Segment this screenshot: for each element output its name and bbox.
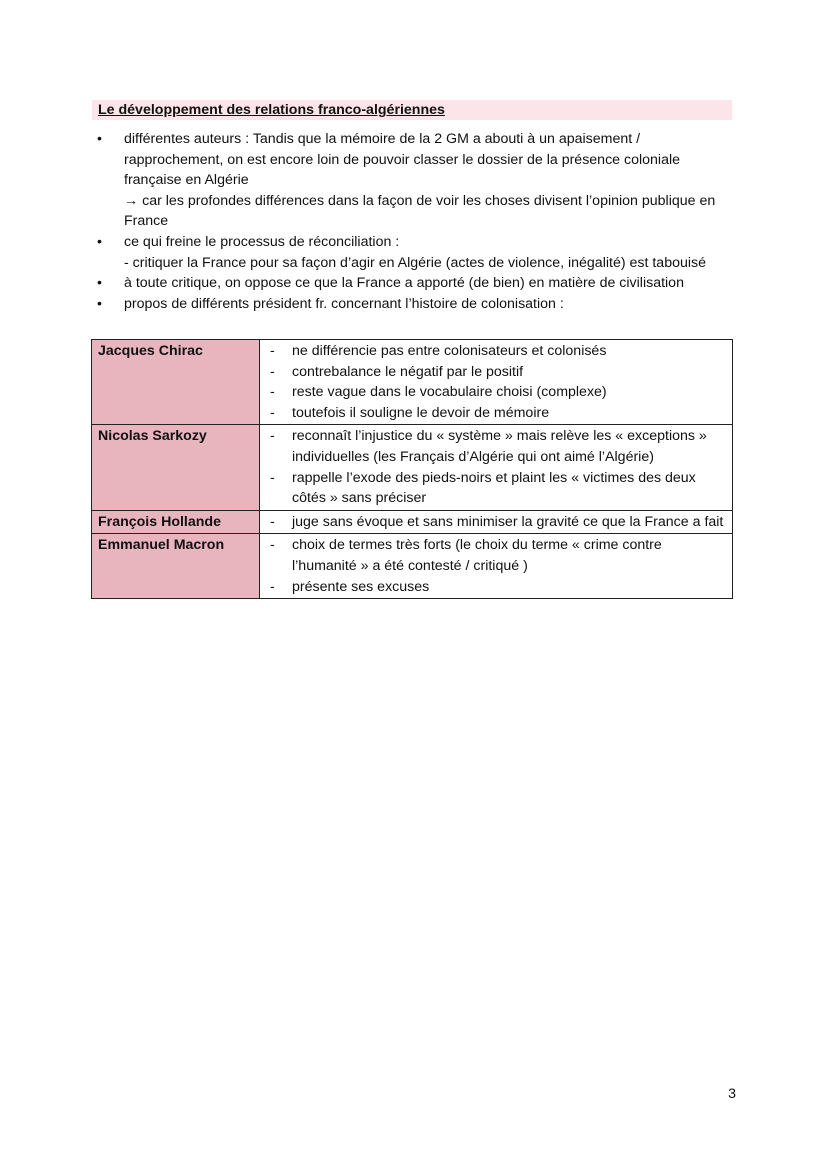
table-row	[92, 510, 733, 534]
bullet-subtext: - critiquer la France pour sa façon d’agir en Algérie (actes de violence, inégalité) est tabouisé	[124, 254, 707, 271]
bullet-item	[97, 129, 737, 232]
point-text: reste vague dans le vocabulaire choisi (complexe)	[292, 384, 607, 401]
bullet-item	[97, 232, 737, 273]
point-text: toutefois il souligne le devoir de mémoire	[292, 404, 550, 421]
point-text: présente ses excuses	[292, 578, 430, 595]
point-item	[270, 362, 726, 383]
bullet-item	[97, 273, 737, 294]
point-item	[270, 341, 726, 362]
dash-marker: -	[270, 404, 275, 421]
point-item	[270, 535, 726, 576]
president-name: Emmanuel Macron	[92, 534, 260, 599]
point-text: choix de termes très forts (le choix du terme « crime contre l’humanité » a été contesté / critiqué )	[292, 537, 662, 574]
point-text: ne différencie pas entre colonisateurs et colonisés	[292, 343, 607, 359]
bullet-text: propos de différents président fr. concernant l’histoire de colonisation :	[124, 295, 564, 312]
bullet-item	[97, 294, 737, 315]
point-item	[270, 403, 726, 424]
dash-marker: -	[270, 363, 275, 380]
president-points	[260, 340, 733, 425]
dash-marker: -	[270, 343, 275, 359]
page-number: 3	[728, 1086, 736, 1102]
dash-marker: -	[270, 469, 275, 486]
point-item	[270, 426, 726, 467]
president-points	[260, 510, 733, 534]
table-row	[92, 340, 733, 425]
table-row	[92, 534, 733, 599]
point-item	[270, 468, 726, 509]
bullet-marker: •	[97, 233, 102, 250]
bullet-marker: •	[97, 295, 102, 312]
bullet-text: différentes auteurs : Tandis que la mémoire de la 2 GM a abouti à un apaisement / rapprochement, on est encore loin de pouvoir classer le dossier de la présence coloniale française en Algérie	[124, 131, 681, 189]
bullet-subtext: → car les profondes différences dans la façon de voir les choses divisent l’opinion publique en France	[124, 192, 716, 230]
bullet-list	[97, 129, 737, 314]
bullet-text: ce qui freine le processus de réconciliation :	[124, 233, 400, 250]
president-name: Jacques Chirac	[92, 340, 260, 425]
table-row	[92, 425, 733, 510]
bullet-marker: •	[97, 275, 102, 292]
bullet-text: à toute critique, on oppose ce que la France a apporté (de bien) en matière de civilisation	[124, 275, 684, 292]
presidents-table	[91, 339, 733, 599]
point-text: contrebalance le négatif par le positif	[292, 363, 524, 380]
dash-marker: -	[270, 384, 275, 401]
dash-marker: -	[270, 428, 275, 445]
point-text: reconnaît l’injustice du « système » mais relève les « exceptions » individuelles (les Français d’Algérie qui ont aimé l’Algérie)	[292, 428, 707, 465]
president-name: François Hollande	[92, 510, 260, 534]
president-name: Nicolas Sarkozy	[92, 425, 260, 510]
president-points	[260, 534, 733, 599]
point-item	[270, 382, 726, 403]
point-text: juge sans évoque et sans minimiser la gravité ce que la France a fait	[292, 513, 724, 530]
dash-marker: -	[270, 578, 275, 595]
section-title: Le développement des relations franco-algériennes	[92, 100, 732, 120]
dash-marker: -	[270, 537, 275, 554]
dash-marker: -	[270, 513, 275, 530]
president-points	[260, 425, 733, 510]
point-item	[270, 577, 726, 598]
point-text: rappelle l’exode des pieds-noirs et plaint les « victimes des deux côtés » sans préciser	[292, 469, 696, 507]
point-item	[270, 512, 726, 533]
bullet-marker: •	[97, 131, 102, 147]
